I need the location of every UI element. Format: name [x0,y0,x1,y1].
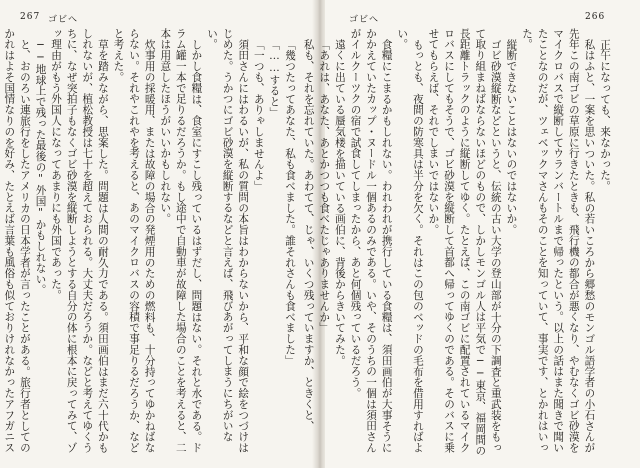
paragraph: しかし食糧は、食室にすこし残っているはずだし、問題はない。それと水である。ドラム罐一本で足りるだろうか。もし途中で自動車が故障した場合のことを考えると、二本は用意したほうがいいかもしれない。 [159,28,203,454]
paragraph: 縦断できないことはないのではないか。 [505,38,518,235]
paragraph: 食糧にこまるかもしれない。われわれが携行している食糧は、須田画伯が大事そうにかかえていたカップ・ヌードル一個あるのみである。いや、そのうちの一個は須田さんがイルクーツクの宿で試食してしまったから、あと何個残っているだろう。 [349,28,393,454]
paragraph: と、おのろい連旅行をしたアメリカの日本学者が言ったことがある。旅行者としてのかれはよそ国情なりのを好み、たとえば言葉も風俗も似ておりけれなかったアフガニス [3,28,31,454]
running-head: ゴビへ [48,15,79,25]
paragraph: 「……すると」 [268,38,281,118]
paragraph: 私はふと、一案を思いついた。私の若いころから郷愁のモンゴル語学者の小石さんが先年この南ゴビの草原に行きたときも、飛行機の都合が悪くなり、やむなくゴビ砂漠をマイクロバスで縦断してウランバートルまで帰ったという。以上の話はまた聞きで聞いたことなのだが、ツェベックマさんもそのことを知っていて、事実です、とかれはいった。 [521,28,596,454]
paragraph: 「一つも、ありゃしませんよ」 [252,38,265,192]
paragraph: 須田さんにはわるいが、私の質問の本旨はわからないから、平和な顔で絵をつづけはじめた。うかつにゴビ砂漠を縦断するなどと言えば、飛びあがってしまうにちがいない。 [206,28,250,453]
paragraph: 正午になっても、来なかった。 [599,38,611,192]
running-head: ゴビへ [349,15,380,25]
left-page [0,0,315,468]
paragraph: 「あれは、あなた、あとかつつも食べたじゃありませんか」 [318,38,331,333]
right-page [302,0,640,468]
paragraph: 炊事用の採暖用、または故障の場合の発煙用のための燃料も、十分持ってゆかねばならない。それやこれやを考えると、あのマイクロバスの容積で事足りるだろうか、などと考えた。 [112,28,156,454]
page-number: 266 [585,12,606,22]
paragraph: 遠くに出ている蜃気楼を描いている画伯に、背後からきいてみた。 [333,38,346,366]
paragraph: 私も、それを忘れていた。あわてて、じゃ、いくつ残っていますか、ときくと、 [302,38,315,431]
paragraph: 草を踏みながら、思案した。問題は人間の耐久力である。須田画伯はまだ六十代かもしれないが、植松教授は七十を超えておられる。大丈夫だろうか。などと考えてゆくうちに、なぜ突拍子もなくゴビ砂漠を縦断しようとする自分の体に根本に戻ってみて、ゾッ理由がもう外国人になってあまりにも外国であった。 [50,28,109,454]
vertical-text-column [302,28,612,456]
paragraph: ──地球上で残った最後の"外国"かもしれない。 [34,38,47,295]
paragraph: もっとも、夜間の防寒具は半分を欠く。それはこの包のベッドの毛布を借用すればよい。 [396,28,424,453]
paragraph: 「幾つたってあなた、私も食べました。誰それさんも食べました」 [284,38,296,366]
vertical-text-column [3,28,297,456]
page-number: 267 [20,12,41,22]
paragraph: ゴビ砂漠縦断などというと、伝統の古い大学の登山部が十分の下調査と重武装をもって取り組まねばならないほどのもので、しかしモンゴル人は平気で──東京、福岡間の長距離トラックのように縦断してゆく。たとえば、この南ゴビに配置されているマイクロバスにしてもそうで、ゴビ砂漠を縦断して首都へ帰ってゆくのである。そのバスに乗せてもらえば、それでしまいではないか。 [427,28,502,456]
